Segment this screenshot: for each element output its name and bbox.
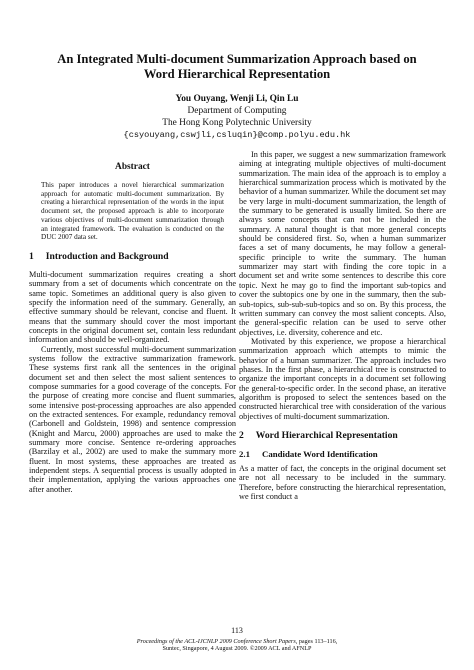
title-line-1: An Integrated Multi-document Summarization Approach based on	[57, 52, 417, 66]
footer-venue: Suntec, Singapore, 4 August 2009. ©2009 ACL and AFNLP	[162, 645, 312, 652]
footer-proceedings-line	[60, 638, 414, 646]
subsection-2-1-number: 2.1	[239, 448, 250, 459]
title-line-2: Word Hierarchical Representation	[143, 67, 331, 81]
right-column	[239, 150, 446, 501]
page-number: 113	[231, 626, 243, 635]
subsection-2-1-heading	[239, 449, 446, 460]
section-1-heading	[29, 251, 236, 263]
page-footer	[60, 627, 414, 653]
section-1-paragraph-1: Multi-document summarization requires creating a short summary from a set of documents which concentrate on the same topic. Sometimes an additional query is also given to specify the information need of the summary. Generally, an effective summary should be relevant, concise and fluent. It means that the summary should cover the most important concepts in the original document set, contain less redundant information and should be well-organized.	[29, 269, 236, 345]
section-2-number: 2	[239, 429, 244, 441]
abstract-heading: Abstract	[115, 162, 150, 172]
section-2-title: Word Hierarchical Representation	[255, 429, 398, 441]
abstract-text: This paper introduces a novel hierarchical summarization approach for automatic multi-document summarization. By creating a hierarchical representation of the words in the input document set, the proposed approach is able to incorporate various objectives of multi-document summarization through an integrated framework. The evaluation is conducted on the DUC 2007 data set.	[41, 181, 224, 242]
author-department: Department of Computing	[187, 106, 287, 116]
paper-title	[40, 52, 434, 82]
subsection-2-1-title: Candidate Word Identification	[262, 448, 378, 459]
section-2-paragraph-1: As a matter of fact, the concepts in the original document set are not all necessary to be included in the summary. Therefore, before constructing the hierarchical representation, we first conduct a	[239, 463, 446, 501]
section-1-title: Introduction and Background	[45, 250, 169, 262]
section-1-paragraph-3: In this paper, we suggest a new summarization framework aiming at integrating multiple objectives of multi-document summarization. The main idea of the approach is to employ a hierarchical summarization process which is motivated by the behavior of a human summarizer. While the document set may be very large in multi-document summarization, the length of the summary to be generated is usually limited. So there are always some concepts that can not be included in the summary. A natural thought is that more general concepts should be considered first. So, when a human summarizer faces a set of many documents, he may follow a general-specific principle to write the summary. The human summarizer may start with finding the core topic in a document set and write some sentences to describe this core topic. Next he may go to find the important sub-topics and cover the subtopics one by one in the summary, then the sub-sub-topics, sub-sub-sub-topics and so on. By this process, the written summary can convey the most salient concepts. Also, the general-specific relation can be used to serve other objectives, i.e. diversity, coherence and etc.	[239, 150, 446, 337]
section-1-paragraph-4: Motivated by this experience, we propose a hierarchical summarization approach which attempts to mimic the behavior of a human summarizer. The approach includes two phases. In the first phase, a hierarchical tree is constructed to organize the important concepts in a document set following the general-to-specific order. In the second phase, an iterative algorithm is proposed to select the sentences based on the constructed hierarchical tree with consideration of the various objectives of multi-document summarization.	[239, 336, 446, 421]
section-2-heading	[239, 430, 446, 442]
author-institution: The Hong Kong Polytechnic University	[162, 118, 312, 128]
author-email: {csyouyang,cswjli,csluqin}@comp.polyu.edu.hk	[123, 130, 351, 140]
section-1-number: 1	[29, 250, 34, 262]
author-block	[90, 93, 384, 141]
section-1-paragraph-2: Currently, most successful multi-document summarization systems follow the extractive summarization framework. These systems first rank all the sentences in the original document set and then select the most salient sentences to compose summaries for a good coverage of the concepts. For the purpose of creating more concise and fluent summaries, some intensive post-processing approaches are also appended on the extracted sentences. For example, redundancy removal (Carbonell and Goldstein, 1998) and sentence compression (Knight and Marcu, 2000) approaches are used to make the summary more concise. Sentence re-ordering approaches (Barzilay et al., 2002) are used to make the summary more fluent. In most systems, these approaches are treated as independent steps. A sequential process is usually adopted in their implementation, applying the various approaches one after another.	[29, 344, 236, 494]
author-names: You Ouyang, Wenji Li, Qin Lu	[175, 94, 299, 104]
footer-pages: , pages 113–116,	[295, 637, 338, 645]
left-column	[29, 150, 236, 494]
footer-proceedings: Proceedings of the ACL-IJCNLP 2009 Conference Short Papers	[136, 637, 296, 645]
